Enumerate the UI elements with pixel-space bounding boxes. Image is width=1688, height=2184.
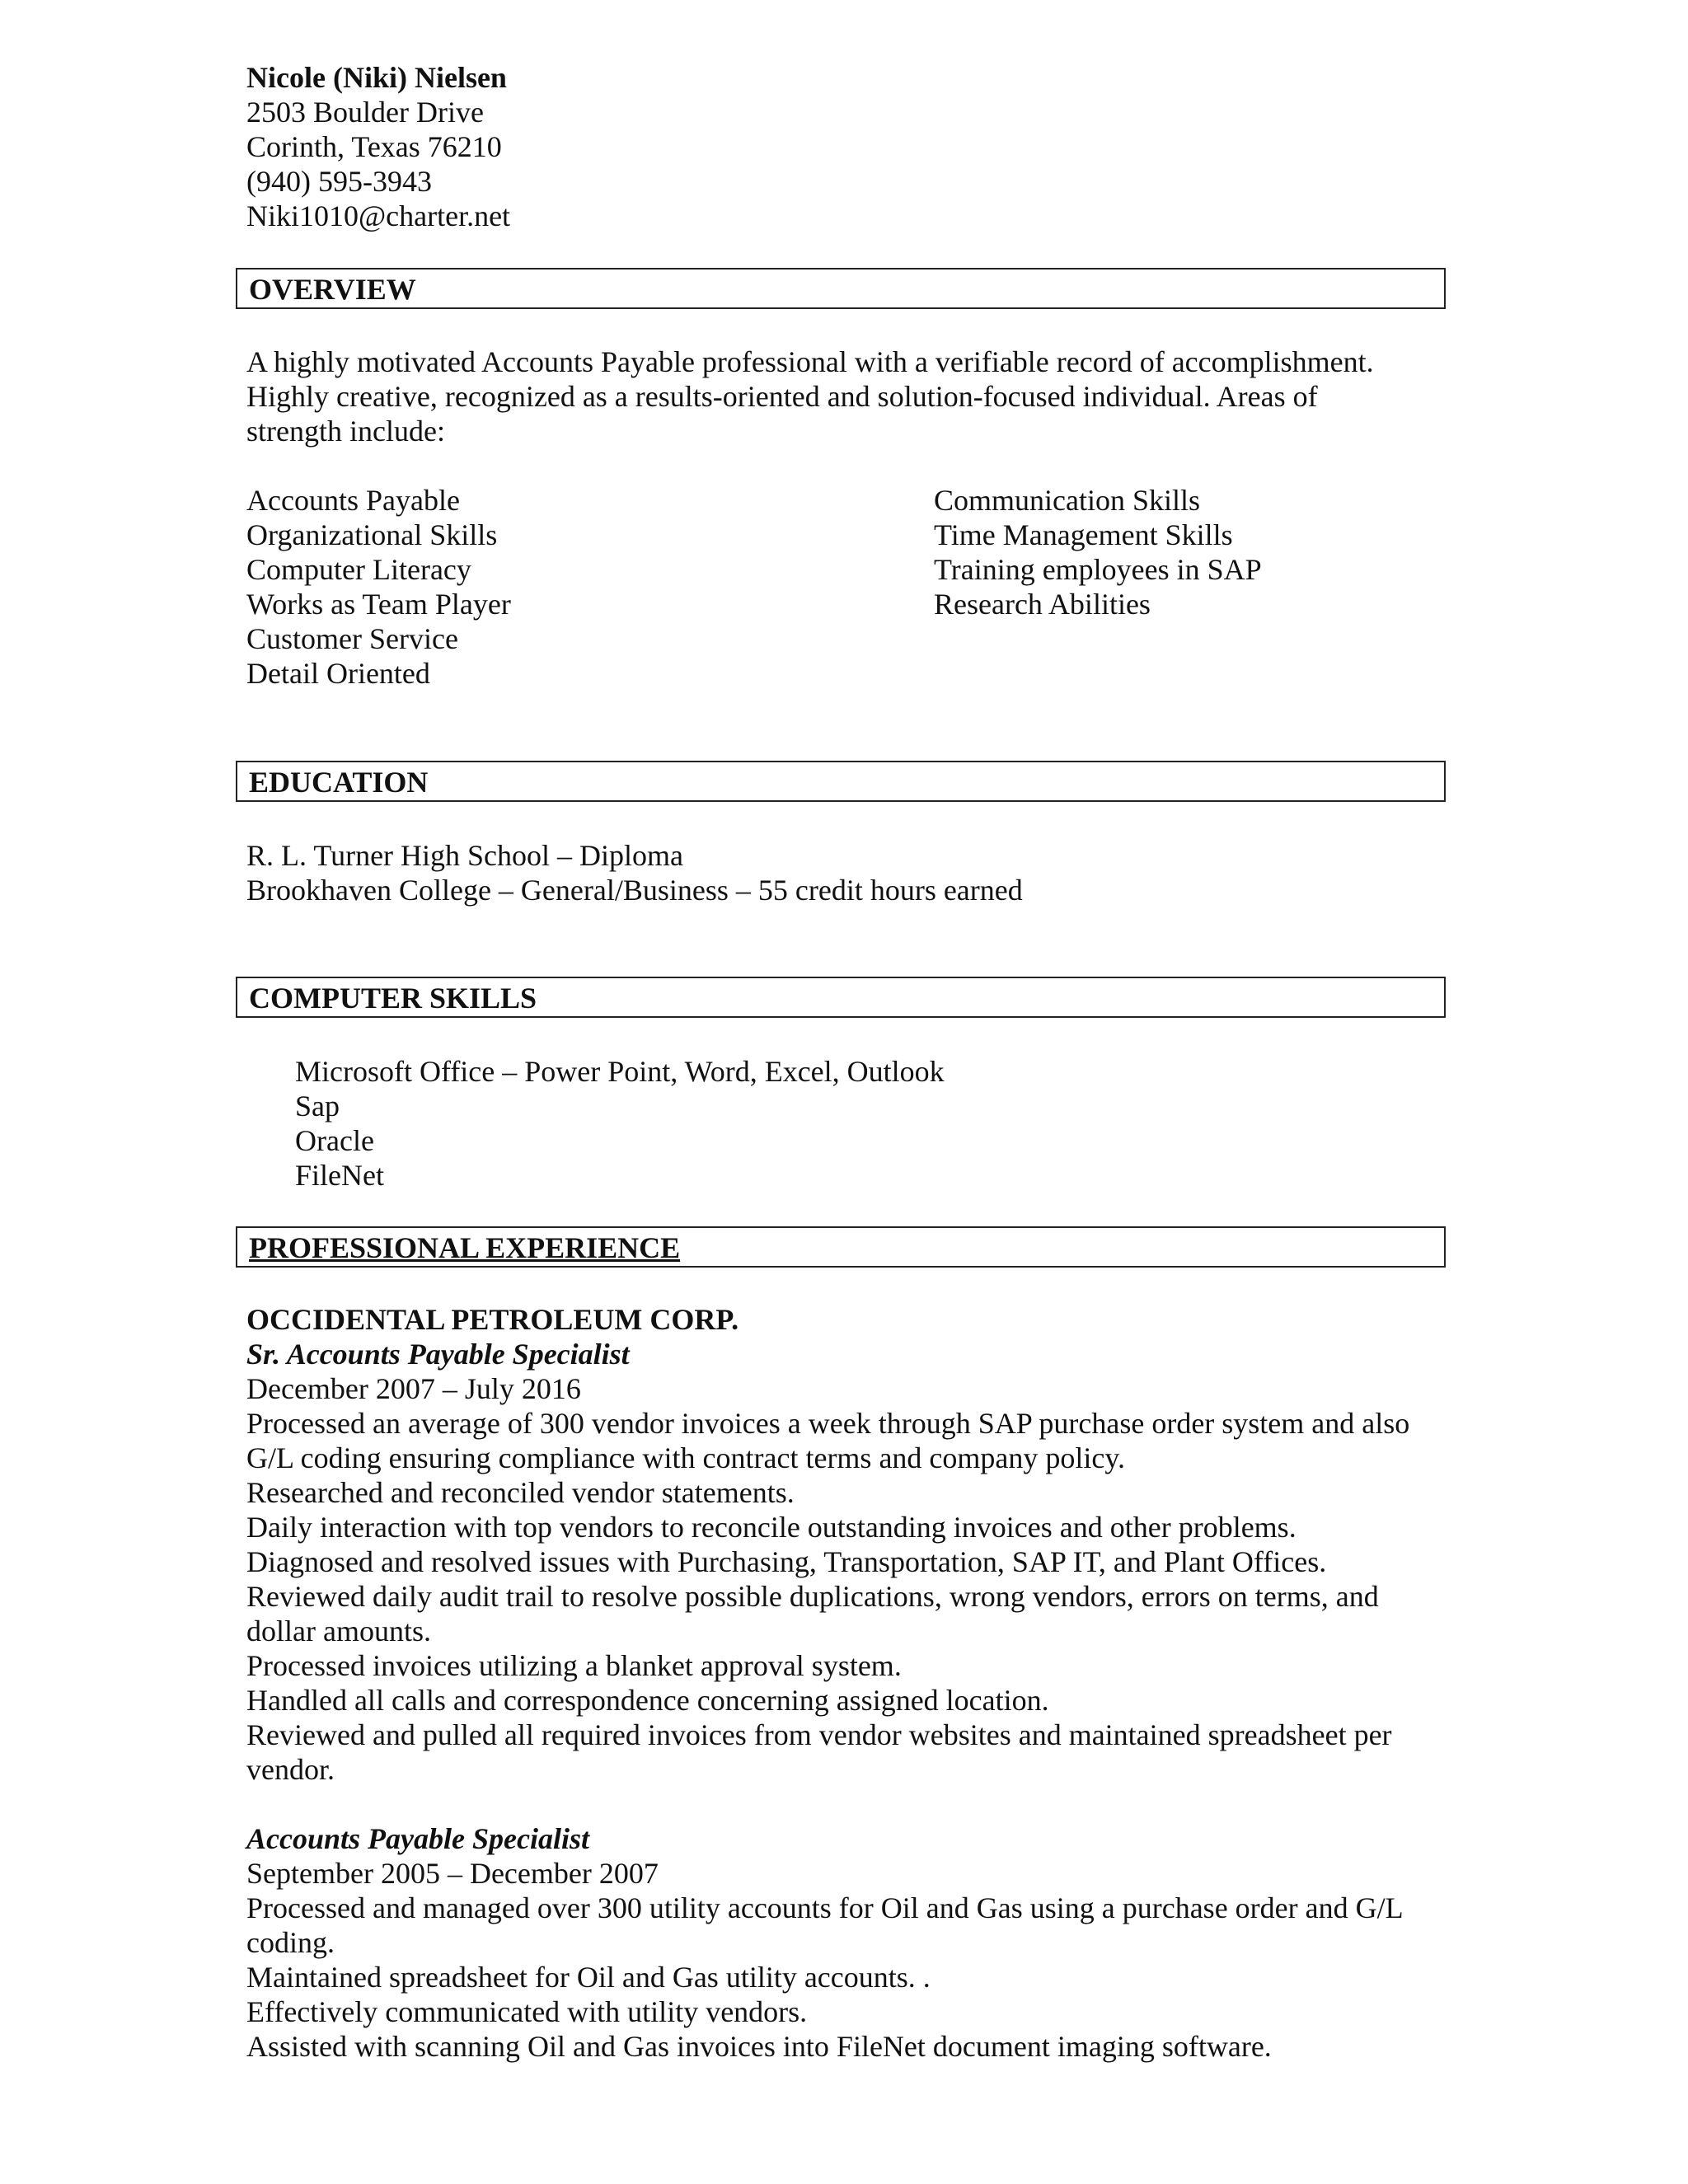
contact-phone: (940) 595-3943 bbox=[246, 165, 432, 198]
duty-line: G/L coding ensuring compliance with contract terms and company policy. bbox=[246, 1441, 1126, 1474]
computer-skill-item: Sap bbox=[295, 1090, 340, 1122]
skill-item: Time Management Skills bbox=[934, 518, 1233, 551]
experience-heading: PROFESSIONAL EXPERIENCE bbox=[249, 1231, 681, 1264]
overview-line: strength include: bbox=[246, 415, 445, 448]
skill-item: Works as Team Player bbox=[246, 588, 511, 621]
overview-line: Highly creative, recognized as a results-oriented and solution-focused individual. Areas of bbox=[246, 380, 1318, 413]
computer-skills-header bbox=[236, 977, 1446, 1018]
skill-item: Detail Oriented bbox=[246, 657, 430, 690]
skill-item: Research Abilities bbox=[934, 588, 1151, 621]
duty-line: Processed an average of 300 vendor invoices a week through SAP purchase order system and also bbox=[246, 1407, 1410, 1440]
contact-email: Niki1010@charter.net bbox=[246, 199, 511, 232]
duty-line: Processed invoices utilizing a blanket approval system. bbox=[246, 1649, 902, 1682]
skill-item: Communication Skills bbox=[934, 484, 1201, 517]
duty-line: dollar amounts. bbox=[246, 1615, 431, 1647]
role-duties-list bbox=[246, 1406, 1409, 1787]
duty-line: Reviewed daily audit trail to resolve possible duplications, wrong vendors, errors on terms, and bbox=[246, 1580, 1379, 1613]
education-item: Brookhaven College – General/Business – 55 credit hours earned bbox=[246, 874, 1023, 907]
skill-item: Customer Service bbox=[246, 622, 458, 655]
duty-line: coding. bbox=[246, 1926, 335, 1959]
duty-line: Handled all calls and correspondence concerning assigned location. bbox=[246, 1684, 1049, 1717]
computer-skills-list bbox=[295, 1054, 945, 1193]
role-dates: December 2007 – July 2016 bbox=[246, 1372, 581, 1405]
computer-skills-heading: COMPUTER SKILLS bbox=[249, 982, 537, 1015]
role-dates: September 2005 – December 2007 bbox=[246, 1857, 659, 1890]
experience-header bbox=[236, 1226, 1446, 1268]
skill-item: Computer Literacy bbox=[246, 553, 471, 586]
duty-line: Researched and reconciled vendor statements. bbox=[246, 1476, 795, 1509]
duty-line: Diagnosed and resolved issues with Purchasing, Transportation, SAP IT, and Plant Offices. bbox=[246, 1545, 1327, 1578]
contact-address: 2503 Boulder Drive bbox=[246, 96, 484, 129]
role-title: Sr. Accounts Payable Specialist bbox=[246, 1338, 630, 1371]
overview-line: A highly motivated Accounts Payable professional with a verifiable record of accomplishment. bbox=[246, 345, 1374, 378]
overview-summary bbox=[246, 344, 1374, 448]
education-heading: EDUCATION bbox=[249, 766, 429, 799]
education-header bbox=[236, 761, 1446, 802]
skill-item: Accounts Payable bbox=[246, 484, 460, 517]
overview-header bbox=[236, 268, 1446, 309]
skill-item: Organizational Skills bbox=[246, 518, 498, 551]
overview-heading: OVERVIEW bbox=[249, 273, 416, 306]
contact-name: Nicole (Niki) Nielsen bbox=[246, 61, 507, 94]
duty-line: Assisted with scanning Oil and Gas invoices into FileNet document imaging software. bbox=[246, 2030, 1272, 2063]
computer-skill-item: Oracle bbox=[295, 1124, 374, 1157]
computer-skill-item: FileNet bbox=[295, 1159, 384, 1192]
role-title: Accounts Payable Specialist bbox=[246, 1822, 589, 1855]
duty-line: Reviewed and pulled all required invoices from vendor websites and maintained spreadsheet per bbox=[246, 1718, 1392, 1751]
duty-line: Processed and managed over 300 utility accounts for Oil and Gas using a purchase order and G/L bbox=[246, 1891, 1404, 1924]
duty-line: Maintained spreadsheet for Oil and Gas utility accounts. . bbox=[246, 1961, 931, 1994]
computer-skill-item: Microsoft Office – Power Point, Word, Excel, Outlook bbox=[295, 1055, 945, 1088]
duty-line: vendor. bbox=[246, 1753, 335, 1786]
education-item: R. L. Turner High School – Diploma bbox=[246, 839, 684, 872]
education-list bbox=[246, 838, 1023, 907]
company-name: OCCIDENTAL PETROLEUM CORP. bbox=[246, 1303, 739, 1336]
skill-item: Training employees in SAP bbox=[934, 553, 1262, 586]
duty-line: Effectively communicated with utility vendors. bbox=[246, 1995, 808, 2028]
role-duties-list bbox=[246, 1891, 1404, 2064]
skills-left-list bbox=[246, 483, 511, 691]
contact-city: Corinth, Texas 76210 bbox=[246, 130, 502, 163]
duty-line: Daily interaction with top vendors to reconcile outstanding invoices and other problems. bbox=[246, 1511, 1296, 1544]
skills-right-list bbox=[934, 483, 1262, 621]
